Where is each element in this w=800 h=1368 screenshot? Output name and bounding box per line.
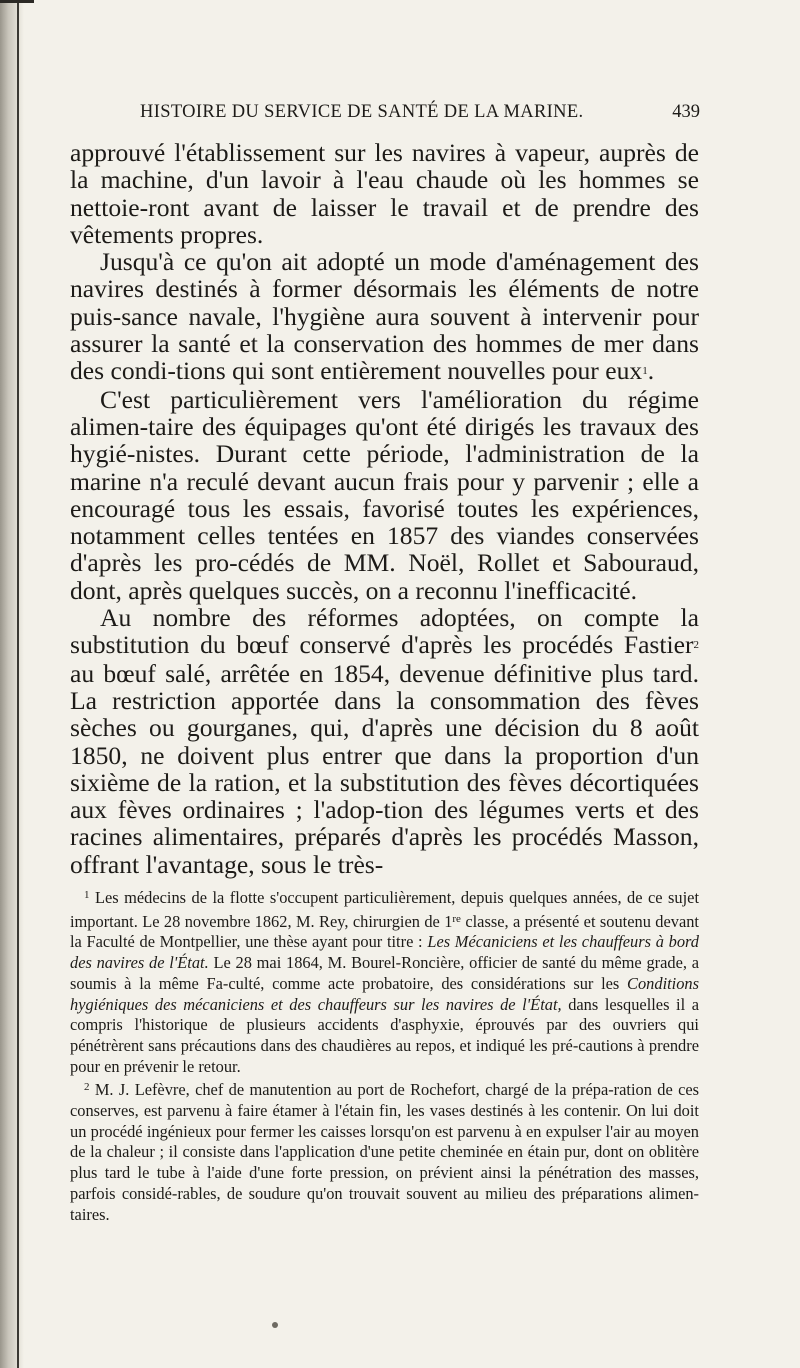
- book-binding-shadow: [0, 0, 24, 1368]
- paragraph-2-text: Jusqu'à ce qu'on ait adopté un mode d'aménagement des navires destinés à former désormais les éléments de notre puis-sance navale, l'hygiène aura souvent à intervenir pour assurer la santé et la conservation des hommes de mer dans des condi-tions qui sont entièrement nouvelles pour eux: [70, 247, 699, 386]
- paragraph-4-end: au bœuf salé, arrêtée en 1854, devenue définitive plus tard. La restriction apportée dans la consommation des fèves sèches ou gourganes, qui, d'après une décision du 8 août 1850, ne doivent plus entrer que dans la proportion d'un sixième de la ration, et la substitution des fèves décortiquées aux fèves ordinaires ; l'adop-tion des légumes verts et des racines alimentaires, préparés d'après les procédés Masson, offrant l'avantage, sous le très-: [70, 658, 699, 879]
- paragraph-3: C'est particulièrement vers l'amélioration du régime alimen-taire des équipages qu'ont été dirigés les travaux des hygié-nistes. Durant cette période, l'administration de la marine n'a reculé devant aucun frais pour y parvenir ; elle a encouragé tous les essais, favorisé toutes les expériences, notamment celles tentées en 1857 des viandes conservées d'après les pro-cédés de MM. Noël, Rollet et Sabouraud, dont, après quelques succès, on a reconnu l'inefficacité.: [70, 384, 699, 605]
- thesis-title-2: Conditions hygiéniques des mécaniciens et des chauffeurs sur les navires de l'État,: [70, 973, 699, 1014]
- main-text: [70, 139, 699, 878]
- footnote-1-text-c: Le 28 mai 1864, M. Bourel-Roncière, officier de santé du même grade, a soumis à la même Fa-culté, comme acte probatoire, des considérations sur les: [70, 953, 699, 993]
- footnote-ref-2: 2: [693, 639, 699, 652]
- footnote-1-marker: 1: [84, 889, 90, 901]
- footnote-1-text-d: dans lesquelles il a compris l'historique de plusieurs accidents d'asphyxie, éprouvés par des ouvriers qui pénétrèrent sans précautions dans des chaudières au repos, et indiqué les pré-cautions à prendre pour en prévenir le retour.: [70, 994, 700, 1076]
- footnote-2-text: M. J. Lefèvre, chef de manutention au port de Rochefort, chargé de la prépa-ration de ces conserves, est parvenu à faire étamer à l'étain fin, les vases destinés à les contenir. On lui doit un procédé ingénieux pour fermer les caisses lorsqu'on est parvenu à en expulser l'air au moyen de la chaleur ; il consiste dans l'application d'une petite cheminée en étain pur, dont on oblitère plus tard le tube à l'aide d'une forte pression, on prévient ainsi la pénétration des masses, parfois considé-rables, de soudure qu'on trouvait souvent au milieu des préparations alimen-taires.: [70, 1080, 699, 1224]
- running-title: HISTOIRE DU SERVICE DE SANTÉ DE LA MARINE.: [140, 102, 584, 122]
- running-header: [70, 100, 700, 130]
- ordinal-superscript: re: [452, 912, 461, 925]
- paragraph-1: approuvé l'établissement sur les navires à vapeur, auprès de la machine, d'un lavoir à l'eau chaude où les hommes se nettoie-ront avant de laisser le travail et de prendre des vêtements propres.: [70, 138, 699, 249]
- thesis-title-1: Les Mécaniciens et les chauffeurs à bord des navires de l'État.: [70, 932, 699, 973]
- paragraph-4: [70, 604, 699, 878]
- footnote-1-text-b: classe, a présenté et soutenu devant la Faculté de Montpellier, une thèse ayant pour titre :: [70, 911, 699, 952]
- footnote-1: [70, 885, 699, 1077]
- footnote-1-text-a: Les médecins de la flotte s'occupent particulièrement, depuis quelques années, de ce sujet important. Le 28 novembre 1862, M. Rey, chirurgien de 1: [70, 888, 699, 931]
- footnote-2-marker: 2: [84, 1081, 90, 1094]
- footnotes: [70, 885, 699, 1225]
- footnote-2: [70, 1077, 699, 1225]
- footnote-ref-1: 1: [642, 365, 648, 378]
- page-number: 439: [672, 102, 700, 122]
- page-corner-rule: [0, 0, 34, 3]
- paragraph-2-end: .: [647, 356, 655, 386]
- page-gutter-line: [17, 0, 19, 1368]
- paragraph-4-start: Au nombre des réformes adoptées, on compte la substitution du bœuf conservé d'après les procédés Fastier: [70, 603, 699, 660]
- paragraph-2: [70, 248, 699, 385]
- ink-speck: [272, 1322, 278, 1328]
